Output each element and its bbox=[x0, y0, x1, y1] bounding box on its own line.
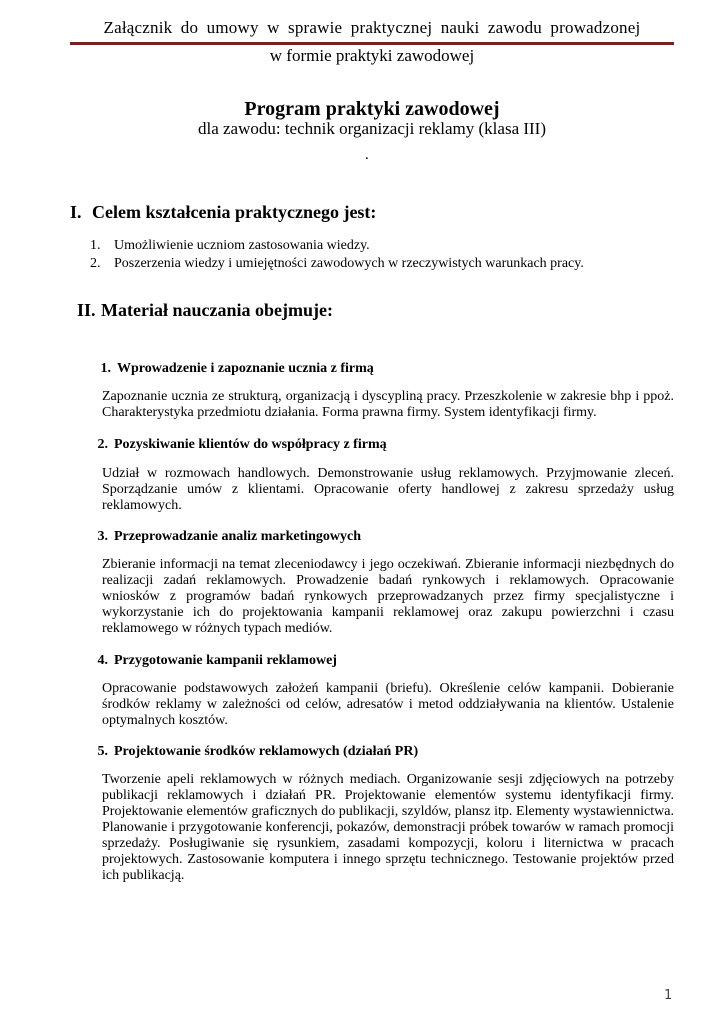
topic-3-body: Zbieranie informacji na temat zleceniodawcy i jego oczekiwań. Zbieranie informacji niezbędnych do realizacji zadań reklamowych. Prowadzenie badań rynkowych i reklamowych. Opracowanie wniosków z programów badań rynkowych przeprowadzanych przez firmy specjalistyczne i wykorzystanie ich do projektowania kampanii reklamowej oraz zakupu powierzchni i czasu reklamowego w różnych typach mediów. bbox=[102, 557, 674, 636]
topic-number: 3. bbox=[97, 529, 108, 544]
goal-number: 1. bbox=[90, 238, 101, 253]
section-1-heading bbox=[70, 202, 376, 223]
goal-text: Umożliwienie uczniom zastosowania wiedzy. bbox=[114, 238, 370, 253]
topic-4-body: Opracowanie podstawowych założeń kampanii (briefu). Określenie celów kampanii. Dobieranie środków reklamy w zależności od celów, adresatów i metod oddziaływania na klientów. Ustalenie optymalnych kosztów. bbox=[102, 681, 674, 728]
topic-1-heading bbox=[90, 361, 374, 377]
topic-title: Przygotowanie kampanii reklamowej bbox=[114, 653, 337, 668]
topic-1-body: Zapoznanie ucznia ze strukturą, organizacją i dyscypliną pracy. Przeszkolenie w zakresie bhp i ppoż. Charakterystyka przedmiotu działania. Forma prawna firmy. System identyfikacji firmy. bbox=[102, 389, 674, 420]
topic-4-heading bbox=[87, 653, 337, 669]
page-subtitle: dla zawodu: technik organizacji reklamy (klasa III) bbox=[197, 119, 547, 138]
topic-number: 2. bbox=[97, 437, 108, 452]
page-number: 1 bbox=[664, 988, 673, 1003]
topic-2-body: Udział w rozmowach handlowych. Demonstrowanie usług reklamowych. Przyjmowanie zleceń. Sporządzanie umów z klientami. Opracowanie oferty handlowej z zakresu sprzedaży usług reklamowych. bbox=[102, 466, 674, 513]
topic-title: Pozyskiwanie klientów do współpracy z firmą bbox=[114, 437, 387, 452]
topic-title: Projektowanie środków reklamowych (działań PR) bbox=[114, 744, 419, 759]
topic-5-heading bbox=[87, 744, 418, 760]
page-title: Program praktyki zawodowej bbox=[244, 98, 500, 120]
topic-title: Wprowadzenie i zapoznanie ucznia z firmą bbox=[117, 361, 374, 376]
section-2-number: II. bbox=[77, 300, 96, 320]
section-2-title: Materiał nauczania obejmuje: bbox=[101, 300, 333, 320]
goal-number: 2. bbox=[90, 256, 101, 271]
topic-number: 4. bbox=[97, 653, 108, 668]
goal-text: Poszerzenia wiedzy i umiejętności zawodowych w rzeczywistych warunkach pracy. bbox=[114, 256, 584, 271]
list-item bbox=[90, 237, 584, 255]
separator-dot: . bbox=[365, 147, 369, 163]
section-2-heading bbox=[77, 300, 333, 321]
header-line-1: Załącznik do umowy w sprawie praktycznej nauki zawodu prowadzonej bbox=[103, 18, 641, 37]
topic-number: 1. bbox=[100, 361, 111, 376]
topic-3-heading bbox=[87, 529, 361, 545]
topic-5-body: Tworzenie apeli reklamowych w różnych mediach. Organizowanie sesji zdjęciowych na potrzeby publikacji reklamowych i działań PR. Projektowanie elementów systemu identyfikacji firmy. Projektowanie elementów graficznych do publikacji, szyldów, plansz itp. Elementy wystawiennictwa. Planowanie i przygotowanie konferencji, pokazów, demonstracji próbek towarów w ramach promocji sprzedaży. Posługiwanie się rysunkiem, zasadami kompozycji, koloru i liternictwa w pracach projektowych. Zastosowanie komputera i innego sprzętu technicznego. Testowanie projektów przed ich publikacją. bbox=[102, 772, 674, 883]
topic-2-heading bbox=[87, 437, 387, 453]
topic-title: Przeprowadzanie analiz marketingowych bbox=[114, 529, 362, 544]
section-1-number: I. bbox=[70, 202, 82, 222]
topic-number: 5. bbox=[97, 744, 108, 759]
header-rule bbox=[70, 42, 674, 45]
header-line-2: w formie praktyki zawodowej bbox=[269, 46, 475, 65]
list-item bbox=[90, 255, 584, 273]
goals-list bbox=[90, 237, 584, 273]
section-1-title: Celem kształcenia praktycznego jest: bbox=[92, 202, 377, 222]
